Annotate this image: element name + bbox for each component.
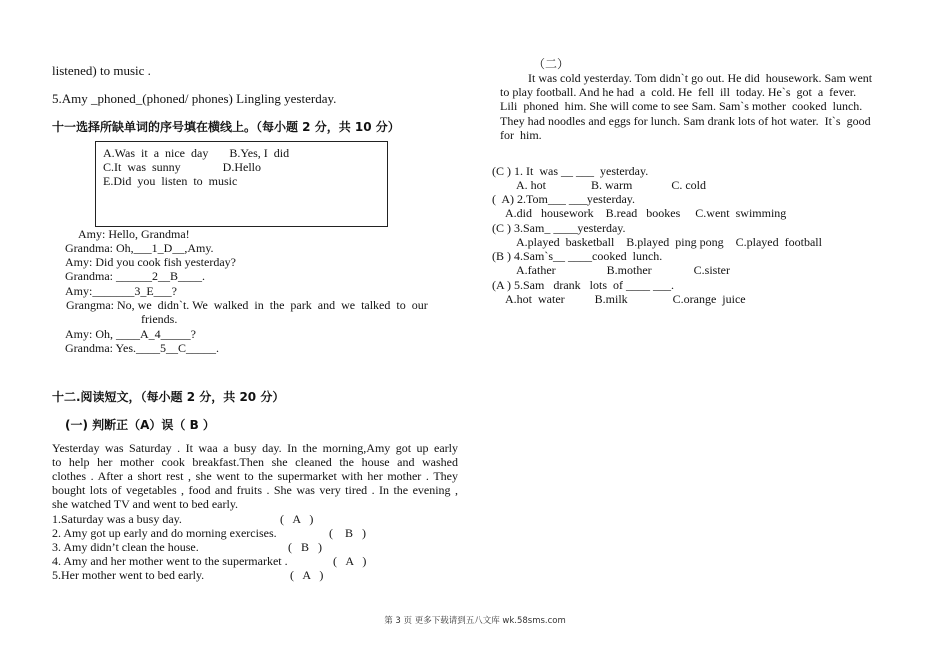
tf-answer: ( A ) (333, 554, 367, 568)
tf-question: 2. Amy got up early and do morning exercises. (52, 526, 277, 540)
dialogue-line: Grandma: Yes.____5__C_____. (65, 341, 220, 355)
mc-options: A.did housework B.read bookes C.went swimming (505, 206, 787, 220)
dialogue-line: Grangma: No, we didn`t. We walked in the park and we talked to our (66, 298, 428, 312)
section-12-title: 十二.阅读短文，（每小题 2 分，共 20 分） (52, 390, 285, 404)
passage-1-line: clothes . After a short rest , she went to the supermarket with her mother . They (52, 469, 458, 483)
passage-2-line: Lili phoned him. She will come to see Sam. Sam`s mother cooked lunch. (500, 99, 863, 113)
tf-answer: ( B ) (288, 540, 322, 554)
mc-question: (C ) 3.Sam_ ____yesterday. (492, 221, 626, 235)
dialogue-line: Amy: Oh, ____A_4_____? (65, 327, 196, 341)
dialogue-line: Amy: Did you cook fish yesterday? (65, 255, 236, 269)
passage-1-line: Yesterday was Saturday . It waa a busy day. In the morning,Amy got up early (52, 441, 458, 455)
mc-question: ( A) 2.Tom___ ___yesterday. (492, 192, 636, 206)
question-4-tail: listened) to music . (52, 63, 151, 78)
passage-1-line: to help her mother cook breakfast.Then she cleaned the house and washed (52, 455, 458, 469)
page-footer: 第 3 页 更多下载请到五八文库 wk.58sms.com (384, 616, 566, 626)
tf-answer: ( A ) (290, 568, 324, 582)
part-2-title: （二） (533, 57, 570, 71)
mc-question: (B ) 4.Sam`s__ ____cooked lunch. (492, 249, 663, 263)
part-1-title: (一) 判断正（A）误（ B ） (65, 418, 215, 432)
option-line-2: C.It was sunny D.Hello (103, 160, 261, 174)
option-line-1: A.Was it a nice day B.Yes, I did (103, 146, 290, 160)
dialogue-line: Grandma: ______2__B____. (65, 269, 205, 283)
tf-question: 5.Her mother went to bed early. (52, 568, 205, 582)
tf-answer: ( B ) (329, 526, 366, 540)
tf-answer: ( A ) (280, 512, 314, 526)
mc-options: A.played basketball B.played ping pong C.played football (516, 235, 822, 249)
passage-1-line: she watched TV and went to bed early. (52, 497, 239, 511)
question-5: 5.Amy _phoned_(phoned/ phones) Lingling yesterday. (52, 91, 337, 106)
mc-options: A.hot water B.milk C.orange juice (505, 292, 746, 306)
mc-options: A.father B.mother C.sister (516, 263, 730, 277)
passage-2-line: to play football. And he had a cold. He fell ill today. He`s got a fever. (500, 85, 857, 99)
passage-1-line: bought lots of vegetables , food and fruits . She was very tired . In the evening , (52, 483, 458, 497)
passage-2-line: They had noodles and eggs for lunch. Sam drank lots of hot water. It`s good (500, 114, 871, 128)
passage-2-line: It was cold yesterday. Tom didn`t go out. He did housework. Sam went (528, 71, 873, 85)
mc-options: A. hot B. warm C. cold (516, 178, 706, 192)
tf-question: 4. Amy and her mother went to the supermarket . (52, 554, 288, 568)
passage-2-line: for him. (500, 128, 542, 142)
dialogue-line: friends. (141, 312, 178, 326)
section-11-title: 十一选择所缺单词的序号填在横线上。（每小题 2 分，共 10 分） (52, 120, 400, 134)
mc-question: (A ) 5.Sam drank lots of ____ ___. (492, 278, 674, 292)
dialogue-line: Amy: Hello, Grandma! (78, 227, 190, 241)
tf-question: 1.Saturday was a busy day. (52, 512, 182, 526)
dialogue-line: Amy:_______3_E___? (65, 284, 177, 298)
mc-question: (C ) 1. It was __ ___ yesterday. (492, 164, 649, 178)
tf-question: 3. Amy didn’t clean the house. (52, 540, 199, 554)
option-line-3: E.Did you listen to music (103, 174, 238, 188)
dialogue-line: Grandma: Oh,___1_D__,Amy. (65, 241, 214, 255)
